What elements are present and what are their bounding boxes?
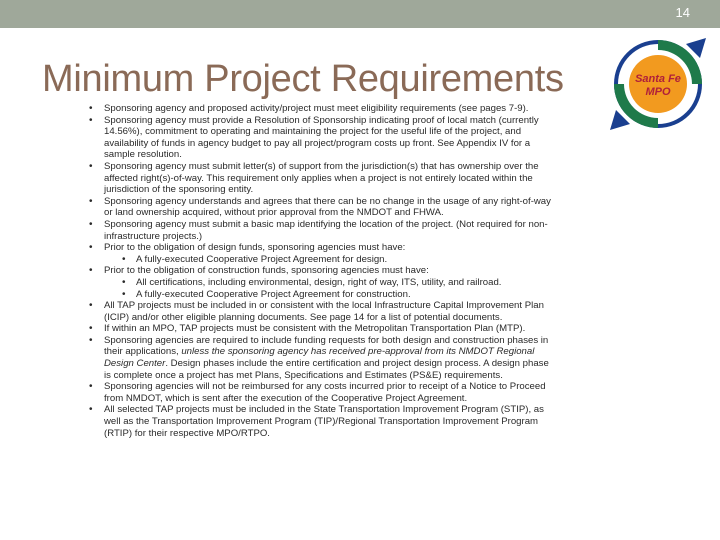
slide-number: 14	[675, 5, 690, 20]
sub-requirement-text: All certifications, including environmental, design, right of way, ITS, utility, and railroad.	[136, 276, 502, 288]
requirement-item	[86, 103, 556, 115]
requirement-text: Prior to the obligation of design funds, sponsoring agencies must have:	[104, 242, 406, 254]
requirement-item	[86, 265, 556, 300]
slide-title: Minimum Project Requirements	[42, 58, 564, 100]
logo-text-line1: Santa Fe	[635, 73, 681, 85]
logo-graphic	[608, 34, 708, 134]
requirement-text-part: Sponsoring agencies are required to include funding requests for both design and construction phases in their applications,	[104, 334, 549, 358]
requirement-item	[86, 161, 556, 196]
sub-requirement-item	[120, 254, 556, 266]
requirement-item	[86, 323, 556, 335]
requirement-text: All TAP projects must be included in or consistent with the local Infrastructure Capital Improvement Plan (ICIP) and/or other eligible planning documents. See page 14 for a list of potential documents.	[104, 300, 544, 323]
sub-requirements-list	[104, 254, 556, 266]
requirement-text: Sponsoring agency understands and agrees that there can be no change in the usage of any right-of-way or land ownership acquired, without prior approval from the NMDOT and FHWA.	[104, 195, 551, 219]
requirements-list-container	[86, 103, 556, 439]
requirement-item	[86, 196, 556, 219]
requirements-list	[86, 103, 556, 439]
requirement-text: All selected TAP projects must be included in the State Transportation Improvement Program (STIP), as well as the Transportation Improvement Program (TIP)/Regional Transportation Improvement Program (RTIP) for their respective MPO/RTPO.	[104, 404, 544, 439]
requirement-item	[86, 300, 556, 323]
sub-requirement-item	[120, 289, 556, 301]
requirement-item	[86, 404, 556, 439]
requirement-text-italic: unless the sponsoring agency has received pre-approval from its NMDOT Regional Design Center	[104, 346, 535, 370]
top-bar	[0, 0, 720, 28]
requirement-text: If within an MPO, TAP projects must be consistent with the Metropolitan Transportation Plan (MTP).	[104, 323, 526, 335]
requirement-item	[86, 115, 556, 161]
sub-requirements-list	[104, 277, 556, 300]
sub-requirement-text: A fully-executed Cooperative Project Agreement for design.	[136, 253, 388, 265]
requirement-text-part: . Design phases include the entire certification and project design process. A design phase is complete once a project has met Plans, Specifications and Estimates (PS&E) requirements.	[104, 358, 549, 381]
requirement-item	[86, 242, 556, 265]
requirement-text: Sponsoring agency must submit a basic map identifying the location of the project. (Not required for non-infrastructure projects.)	[104, 218, 548, 242]
logo-text-line2: MPO	[645, 86, 671, 98]
requirement-item	[86, 219, 556, 242]
requirement-text: Sponsoring agencies will not be reimbursed for any costs incurred prior to receipt of a Notice to Proceed from NMDOT, which is sent after the execution of the Cooperative Project Agreement.	[104, 381, 546, 404]
requirement-text: Sponsoring agency must provide a Resolution of Sponsorship indicating proof of local match (currently 14.56%), commitment to operating and maintaining the project for the useful life of the project, and availability of funds in agency budget to pay all project/program costs up front. See Appendix IV for a sample resolution.	[104, 114, 539, 161]
requirement-text: Sponsoring agency and proposed activity/project must meet eligibility requirements (see pages 7-9).	[104, 103, 529, 114]
requirement-item	[86, 335, 556, 381]
requirement-text: Prior to the obligation of construction funds, sponsoring agencies must have:	[104, 265, 429, 277]
sub-requirement-item	[120, 277, 556, 289]
requirement-item	[86, 381, 556, 404]
sub-requirement-text: A fully-executed Cooperative Project Agreement for construction.	[136, 288, 411, 300]
santa-fe-mpo-logo	[608, 34, 708, 134]
requirement-text: Sponsoring agency must submit letter(s) of support from the jurisdiction(s) that has ownership over the affected right(s)-of-way. This requirement only applies when a project is not entirely located within the jurisdiction of the sponsoring entity.	[104, 160, 539, 196]
